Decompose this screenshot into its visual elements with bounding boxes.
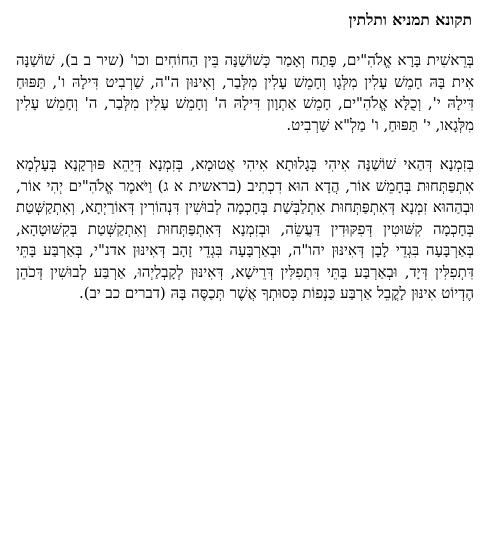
page-title: תקונא תמניא ותלתין: [348, 10, 472, 29]
paragraph-1: בְּרֵאשִׁית בָּרָא אֱלֹהִ"ים, פָּתַח וְאָמַר כְּשׁוֹשַׁנָּה בֵּין הַחוֹחִים וכו' (שיר ב ב), שׁוֹשַׁנָּה אִית בָּהּ חָמֵשׁ עָלִין מִלְּגָו וְחָמֵשׁ עָלִין מִלְּבַר, וְאִינּוּן ה"ה, שַׁרְבִיט דִּילָהּ ו', תַּפּוּחַ דִּילָהּ י', וְכֻלָּא אֱלֹהִ"ים, חָמֵשׁ אַתְוָון דִּילָהּ ה' וְחָמֵשׁ עָלִין מִלְּבַר, ה' וְחָמֵשׁ עָלִין מִלְּגָאו, י' תַּפּוּחַ, ו' מַלְ"א שַׁרְבִיט.: [16, 51, 474, 134]
paragraph-2: בְּזִמְנָא דְּהַאי שׁוֹשַׁנָּה אִיהִי בְּגָלוּתָא אִיהִי אֲטוּמָא, בְּזִמְנָא דְּיֵהֵא פּוּרְקָנָא בְּעָלְמָא אִתְפַּתְּחוּת בְּחָמֵשׁ אוֹר, הֲדָא הוּא דִכְתִיב (בראשית א ג) וַיֹּאמֶר אֱלֹהִ"ים יְהִי אוֹר, וּבְהַהוּא זִמְנָא דְּאִתְפַּתְּחוּת אִתְלַבְּשַׁת בְּחָכְמָה לְבוּשִׁין דִּנְהוֹרִין דְּאוֹרַיְתָא, וְאִתְקַשְּׁטַת בְּחָכְמָה קִשּׁוּטִין דְּפִקּוּדִין דַּעֲשֵׂה, וּבְזִמְנָא דְּאִתְפַּתְּחוּת וְאִתְקַשְּׁטַת בְּקִשּׁוּטָהָא, בְּאַרְבָּעָה בִּגְדֵי לָבָן דְּאִינּוּן יהו"ה, וּבְאַרְבָּעָה בִּגְדֵי זָהָב דְּאִינּוּן אדנ"י, בְּאַרְבַּע בָּתֵּי דִּתְפִלִּין דְּיָד, וּבְאַרְבַּע בָּתֵּי דִּתְפִלִּין דְּרֵישָׁא, דְּאִינּוּן לְקָבְלַיְהוּ, אַרְבַּע לְבוּשִׁין דְּכֹהֵן הֶדְיוֹט אִינּוּן לָקֳבֵל אַרְבַּע כַּנְפוֹת כְּסוּתְךָ אֲשֶׁר תְּכַסֶּה בָּהּ (דברים כב יב).: [16, 155, 474, 302]
